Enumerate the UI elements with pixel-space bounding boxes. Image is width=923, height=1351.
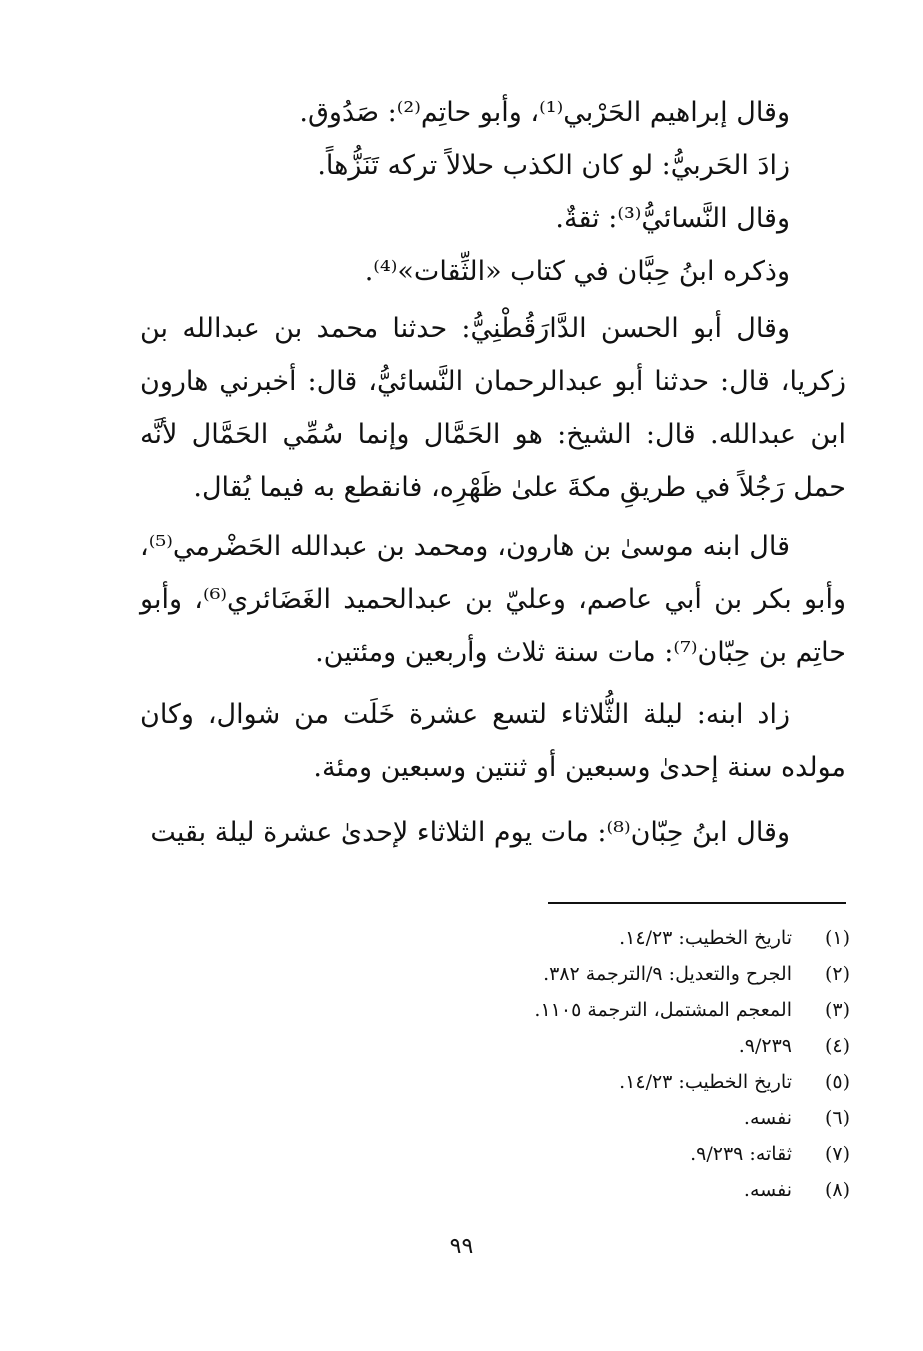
- paragraph-ibn-hibban: [140, 806, 846, 859]
- opening-lines: [140, 86, 846, 298]
- footnote-number: (٥): [824, 1071, 850, 1093]
- paragraph-birth: [140, 688, 846, 794]
- footnote-item: [380, 992, 850, 1028]
- footnote-text: نفسه.: [743, 1107, 792, 1129]
- footnote-item: [380, 956, 850, 992]
- footnote-number: (٢): [824, 963, 850, 985]
- footnote-text: الجرح والتعديل: ٩/الترجمة ٣٨٢.: [543, 963, 792, 985]
- footnote-item: [380, 1100, 850, 1136]
- footnote-number: (٨): [824, 1179, 850, 1201]
- footnotes-list: [380, 920, 850, 1208]
- footnote-text: ٩/٢٣٩.: [738, 1035, 792, 1057]
- footnote-item: [380, 1172, 850, 1208]
- footnote-text: نفسه.: [743, 1179, 792, 1201]
- footnote-separator: [548, 902, 846, 904]
- footnote-item: [380, 1136, 850, 1172]
- footnote-number: (١): [824, 927, 850, 949]
- page-number: ٩٩: [449, 1234, 474, 1259]
- paragraph-daraqutni: [140, 302, 846, 514]
- footnote-item: [380, 1028, 850, 1064]
- paragraph-text: وقال أبو الحسن الدَّارَقُطْنِيُّ: حدثنا محمد بن عبدالله بن زكريا، قال: حدثنا أبو عبدالرحمان النَّسائيُّ، قال: أخبرني هارون ابن عبدالله. قال: الشيخ: هو الحَمَّال وإنما سُمِّي الحَمَّال لأنَّه حمل رَجُلاً في طريقِ مكةَ علىٰ ظَهْرِه، فانقطع به فيما يُقال.: [140, 313, 846, 503]
- footnote-item: [380, 920, 850, 956]
- footnote-text: تاريخ الخطيب: ١٤/٢٣.: [619, 927, 792, 949]
- footnote-number: (٦): [824, 1107, 850, 1129]
- paragraph-text: زاد ابنه: ليلة الثُّلاثاء لتسع عشرة خَلَت من شوال، وكان مولده سنة إحدىٰ وسبعين أو ثنتين وسبعين ومئة.: [140, 699, 846, 783]
- text-line: وقال إبراهيم الحَرْبي⁽¹⁾، وأبو حاتِم⁽²⁾: صَدُوق.: [299, 97, 790, 128]
- text-line: وقال النَّسائيُّ⁽³⁾: ثقةٌ.: [555, 203, 790, 234]
- footnote-number: (٧): [824, 1143, 850, 1165]
- text-line: زادَ الحَربيُّ: لو كان الكذب حلالاً تركه تَنَزُّهاً.: [317, 150, 790, 181]
- footnote-text: تاريخ الخطيب: ١٤/٢٣.: [619, 1071, 792, 1093]
- footnote-number: (٣): [824, 999, 850, 1021]
- paragraph-text: وقال ابنُ حِبّان⁽⁸⁾: مات يوم الثلاثاء لإحدىٰ عشرة ليلة بقيت: [150, 817, 790, 848]
- footnote-text: المعجم المشتمل، الترجمة ١١٠٥.: [534, 999, 792, 1021]
- footnote-item: [380, 1064, 850, 1100]
- paragraph-text: قال ابنه موسىٰ بن هارون، ومحمد بن عبدالله الحَضْرمي⁽⁵⁾، وأبو بكر بن أبي عاصم، وعليّ بن عبدالحميد الغَضَائري⁽⁶⁾، وأبو حاتِم بن حِبّان⁽⁷⁾: مات سنة ثلاث وأربعين ومئتين.: [140, 531, 846, 668]
- paragraph-death-date: [140, 520, 846, 679]
- text-line: وذكره ابنُ حِبَّان في كتاب «الثِّقات»⁽⁴⁾.: [364, 256, 790, 287]
- footnote-number: (٤): [824, 1035, 850, 1057]
- footnote-text: ثقاته: ٩/٢٣٩.: [690, 1143, 792, 1165]
